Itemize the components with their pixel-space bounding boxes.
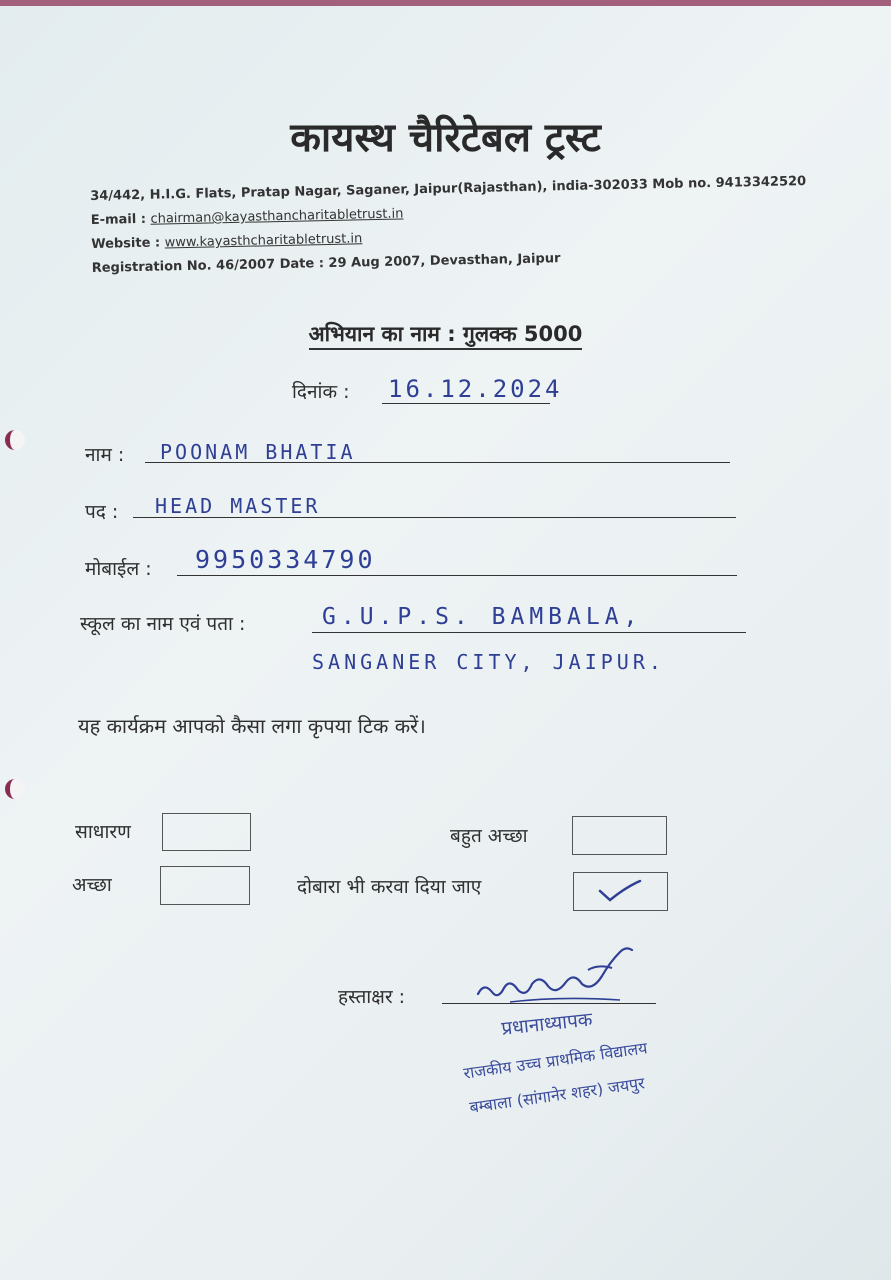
stamp-line-1: राजकीय उच्च प्राथमिक विद्यालय — [462, 1038, 649, 1083]
checkbox-bahut-achha[interactable] — [572, 816, 667, 855]
campaign-heading: अभियान का नाम : गुलक्क 5000 — [309, 322, 583, 350]
letterhead-details — [90, 170, 832, 281]
school-line-1[interactable]: G.U.P.S. BAMBALA, — [322, 604, 643, 630]
post-value[interactable]: HEAD MASTER — [155, 494, 321, 518]
check-mark-icon — [574, 873, 666, 909]
name-value[interactable]: POONAM BHATIA — [160, 440, 356, 464]
punch-hole-bottom — [5, 779, 25, 799]
feedback-question: यह कार्यक्रम आपको कैसा लगा कृपया टिक करें। — [78, 714, 426, 738]
letterhead-title-wrap — [0, 108, 891, 163]
top-edge-strip — [0, 0, 891, 6]
school-underline — [312, 632, 746, 633]
school-line-2[interactable]: SANGANER CITY, JAIPUR. — [312, 650, 665, 674]
signature-label: हस्ताक्षर : — [338, 986, 406, 1008]
date-underline — [382, 403, 550, 404]
checkbox-sadharan[interactable] — [162, 813, 251, 851]
date-value[interactable]: 16.12.2024 — [388, 375, 563, 403]
option-label-achha: अच्छा — [72, 874, 112, 896]
checkbox-dobara[interactable] — [573, 872, 668, 911]
stamp-title: प्रधानाध्यापक — [500, 1008, 594, 1040]
name-label: नाम : — [85, 444, 125, 466]
email-label: E-mail : — [90, 211, 151, 228]
school-label: स्कूल का नाम एवं पता : — [80, 613, 246, 635]
mobile-value[interactable]: 9950334790 — [195, 545, 376, 574]
campaign-heading-wrap — [0, 320, 891, 348]
stamp-line-2: बम्बाला (सांगानेर शहर) जयपुर — [468, 1073, 646, 1117]
email-link[interactable]: chairman@kayasthancharitabletrust.in — [150, 206, 404, 227]
option-label-sadharan: साधारण — [75, 821, 131, 843]
mobile-underline — [177, 575, 737, 576]
registration-line: Registration No. 46/2007 Date : 29 Aug 2007, Devasthan, Jaipur — [91, 251, 561, 276]
address-line: 34/442, H.I.G. Flats, Pratap Nagar, Saganer, Jaipur(Rajasthan), india-302033 Mob no. 9413342520 — [90, 174, 807, 204]
punch-hole-top — [5, 430, 25, 450]
mobile-label: मोबाईल : — [85, 558, 152, 580]
checkbox-achha[interactable] — [160, 866, 250, 905]
post-label: पद : — [85, 501, 119, 523]
website-label: Website : — [91, 235, 165, 252]
handwritten-signature — [470, 942, 650, 1012]
option-label-bahut-achha: बहुत अच्छा — [450, 825, 528, 847]
option-label-dobara: दोबारा भी करवा दिया जाए — [297, 876, 482, 898]
date-label: दिनांक : — [292, 381, 350, 403]
website-link[interactable]: www.kayasthcharitabletrust.in — [164, 231, 363, 251]
trust-title: कायस्थ चैरिटेबल ट्रस्ट — [290, 115, 601, 161]
